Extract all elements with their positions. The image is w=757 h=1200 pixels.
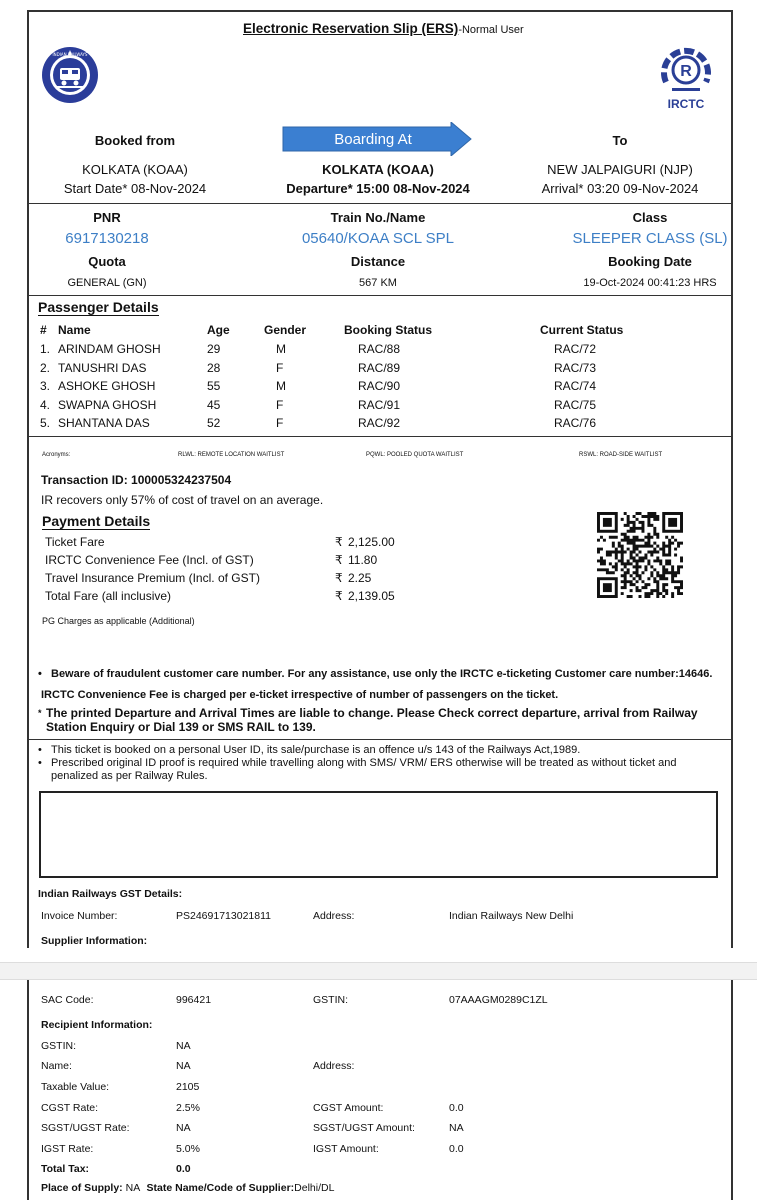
- col-name: Name: [58, 323, 91, 337]
- payment-label: Total Fare (all inclusive): [45, 589, 172, 603]
- ers-subtitle: -Normal User: [458, 24, 524, 36]
- passenger-booking-status: RAC/89: [358, 361, 401, 375]
- passenger-name: SWAPNA GHOSH: [58, 398, 157, 412]
- cost-recovery-note: IR recovers only 57% of cost of travel on an average.: [41, 493, 324, 507]
- sgst-rate-label: SGST/UGST Rate:: [41, 1122, 130, 1134]
- total-tax-value: 0.0: [176, 1163, 191, 1175]
- passenger-booking-status: RAC/92: [358, 416, 401, 430]
- page-gap: [0, 962, 757, 980]
- passenger-age: 29: [207, 342, 221, 356]
- invoice-label: Invoice Number:: [41, 910, 118, 922]
- quota-label: Quota: [88, 254, 126, 269]
- passenger-gender: F: [276, 361, 284, 375]
- recipient-address-label: Address:: [313, 1060, 355, 1072]
- payment-label: Travel Insurance Premium (Incl. of GST): [45, 571, 260, 585]
- payment-amount: 2,139.05: [348, 589, 395, 603]
- passenger-num: 5.: [40, 416, 51, 430]
- blank-box: [39, 791, 718, 878]
- igst-rate-value: 5.0%: [176, 1143, 200, 1155]
- booked-from-label: Booked from: [94, 133, 176, 148]
- passenger-num: 3.: [40, 379, 51, 393]
- recipient-name-label: Name:: [41, 1060, 72, 1072]
- passenger-gender: M: [276, 379, 286, 393]
- id-proof-notice-text: Prescribed original ID proof is required while travelling along with SMS/ VRM/ ERS otherwise will be treated as without ticket and penalized as per Railway Rules.: [51, 757, 677, 782]
- passenger-num: 1.: [40, 342, 51, 356]
- acronym-pqwl: PQWL: POOLED QUOTA WAITLIST: [366, 452, 464, 458]
- payment-details-heading: Payment Details: [42, 513, 151, 529]
- passenger-current-status: RAC/73: [554, 361, 597, 375]
- acronym-rlwl: RLWL: REMOTE LOCATION WAITLIST: [178, 452, 285, 458]
- boarding-at-label: Boarding At: [334, 131, 412, 148]
- divider: [27, 203, 733, 204]
- irctc-logo: [654, 40, 718, 114]
- class-label: Class: [632, 210, 668, 225]
- payment-amount: 2,125.00: [348, 535, 395, 549]
- state-code-value: Delhi/DL: [294, 1182, 335, 1194]
- recipient-gstin-label: GSTIN:: [41, 1040, 77, 1052]
- personal-id-notice-text: This ticket is booked on a personal User ID, its sale/purchase is an offence u/s 143 of the Railways Act,1989.: [51, 744, 581, 756]
- svg-text:INDIAN RAILWAYS: INDIAN RAILWAYS: [52, 52, 88, 57]
- total-tax-label: Total Tax:: [41, 1163, 90, 1175]
- passenger-current-status: RAC/72: [554, 342, 597, 356]
- passenger-name: ARINDAM GHOSH: [58, 342, 161, 356]
- passenger-gender: M: [276, 342, 286, 356]
- passenger-details-heading: Passenger Details: [38, 299, 159, 315]
- sgst-amount-value: NA: [449, 1122, 464, 1134]
- passenger-booking-status: RAC/88: [358, 342, 401, 356]
- pg-charges-note: PG Charges as applicable (Additional): [42, 616, 195, 626]
- convenience-fee-notice: IRCTC Convenience Fee is charged per e-ticket irrespective of number of passengers on the ticket.: [41, 689, 559, 701]
- ticket-page-2: [27, 980, 733, 1200]
- col-current-status: Current Status: [540, 323, 624, 337]
- passenger-gender: F: [276, 398, 284, 412]
- distance-value: 567 KM: [359, 277, 397, 289]
- bullet-icon: •: [38, 744, 42, 756]
- class-value: SLEEPER CLASS (SL): [572, 230, 728, 247]
- igst-amount-label: IGST Amount:: [313, 1143, 379, 1155]
- recipient-name-value: NA: [176, 1060, 191, 1072]
- state-code-label: State Name/Code of Supplier:: [146, 1182, 295, 1194]
- rupee-icon: ₹: [335, 571, 343, 585]
- passenger-age: 28: [207, 361, 221, 375]
- bullet-icon: •: [38, 668, 42, 680]
- taxable-value: 2105: [176, 1081, 200, 1093]
- sgst-rate-value: NA: [176, 1122, 191, 1134]
- to-station: NEW JALPAIGURI (NJP): [547, 162, 693, 177]
- col-age: Age: [207, 323, 230, 337]
- divider: [27, 436, 733, 437]
- arrival-time: Arrival* 03:20 09-Nov-2024: [541, 181, 699, 196]
- passenger-current-status: RAC/76: [554, 416, 597, 430]
- quota-value: GENERAL (GN): [67, 277, 147, 289]
- ers-title: [243, 20, 524, 38]
- sgst-amount-label: SGST/UGST Amount:: [313, 1122, 415, 1134]
- cgst-rate-value: 2.5%: [176, 1102, 200, 1114]
- pnr-label: PNR: [93, 210, 121, 225]
- passenger-name: ASHOKE GHOSH: [58, 379, 156, 393]
- address-label: Address:: [313, 910, 355, 922]
- passenger-num: 2.: [40, 361, 51, 375]
- passenger-booking-status: RAC/90: [358, 379, 401, 393]
- gstin-value: 07AAAGM0289C1ZL: [449, 994, 548, 1006]
- svg-text:R: R: [680, 63, 692, 80]
- fraud-notice-text: Beware of fraudulent customer care number. For any assistance, use only the IRCTC e-ticketing Customer care number:14646.: [51, 668, 713, 680]
- departure-time: Departure* 15:00 08-Nov-2024: [286, 181, 470, 196]
- rupee-icon: ₹: [335, 535, 343, 549]
- indian-railways-logo: [40, 44, 100, 106]
- payment-amount: 2.25: [348, 571, 372, 585]
- col-booking-status: Booking Status: [344, 323, 433, 337]
- transaction-id: Transaction ID: 100005324237504: [41, 473, 232, 487]
- passenger-num: 4.: [40, 398, 51, 412]
- to-label: To: [612, 133, 628, 148]
- cgst-amount-value: 0.0: [449, 1102, 464, 1114]
- gstin-label: GSTIN:: [313, 994, 349, 1006]
- address-value: Indian Railways New Delhi: [449, 910, 574, 922]
- passenger-age: 55: [207, 379, 221, 393]
- gst-heading: Indian Railways GST Details:: [38, 888, 183, 900]
- bullet-icon: •: [38, 757, 42, 769]
- passenger-age: 45: [207, 398, 221, 412]
- rupee-icon: ₹: [335, 589, 343, 603]
- place-of-supply-value: NA: [125, 1182, 140, 1194]
- cgst-amount-label: CGST Amount:: [313, 1102, 384, 1114]
- cgst-rate-label: CGST Rate:: [41, 1102, 98, 1114]
- recipient-info-label: Recipient Information:: [41, 1019, 153, 1031]
- col-num: #: [40, 323, 47, 337]
- sac-label: SAC Code:: [41, 994, 94, 1006]
- booking-date-value: 19-Oct-2024 00:41:23 HRS: [583, 277, 717, 289]
- divider: [27, 739, 733, 740]
- payment-label: IRCTC Convenience Fee (Incl. of GST): [45, 553, 254, 567]
- asterisk-icon: *: [38, 708, 42, 718]
- passenger-name: TANUSHRI DAS: [58, 361, 147, 375]
- qr-code: [597, 512, 683, 598]
- train-value: 05640/KOAA SCL SPL: [301, 230, 455, 247]
- passenger-current-status: RAC/74: [554, 379, 597, 393]
- rupee-icon: ₹: [335, 553, 343, 567]
- invoice-value: PS24691713021811: [176, 910, 271, 922]
- passenger-name: SHANTANA DAS: [58, 416, 150, 430]
- place-of-supply: [41, 1182, 334, 1194]
- igst-amount-value: 0.0: [449, 1143, 464, 1155]
- col-gender: Gender: [264, 323, 307, 337]
- payment-amount: 11.80: [348, 553, 378, 567]
- igst-rate-label: IGST Rate:: [41, 1143, 94, 1155]
- taxable-label: Taxable Value:: [41, 1081, 110, 1093]
- supplier-info-label: Supplier Information:: [41, 935, 148, 947]
- timing-notice-text: The printed Departure and Arrival Times are liable to change. Please Check correct departure, arrival from Railway Station Enquiry or Dial 139 or SMS RAIL to 139.: [46, 706, 698, 734]
- passenger-booking-status: RAC/91: [358, 398, 401, 412]
- payment-label: Ticket Fare: [45, 535, 105, 549]
- boarding-station: KOLKATA (KOAA): [322, 162, 434, 177]
- place-of-supply-label: Place of Supply:: [41, 1182, 123, 1194]
- train-label: Train No./Name: [330, 210, 426, 225]
- start-date: Start Date* 08-Nov-2024: [63, 181, 207, 196]
- distance-label: Distance: [350, 254, 406, 269]
- recipient-gstin-value: NA: [176, 1040, 191, 1052]
- passenger-age: 52: [207, 416, 221, 430]
- divider: [27, 295, 733, 296]
- passenger-current-status: RAC/75: [554, 398, 597, 412]
- svg-text:IRCTC: IRCTC: [667, 97, 705, 111]
- booking-date-label: Booking Date: [608, 254, 692, 269]
- from-station: KOLKATA (KOAA): [82, 162, 188, 177]
- acronyms-label: Acronyms:: [42, 452, 71, 458]
- pnr-value: 6917130218: [65, 230, 149, 247]
- sac-value: 996421: [176, 994, 212, 1006]
- acronym-rswl: RSWL: ROAD-SIDE WAITLIST: [579, 452, 663, 458]
- ers-title-text: Electronic Reservation Slip (ERS): [243, 21, 459, 36]
- passenger-gender: F: [276, 416, 284, 430]
